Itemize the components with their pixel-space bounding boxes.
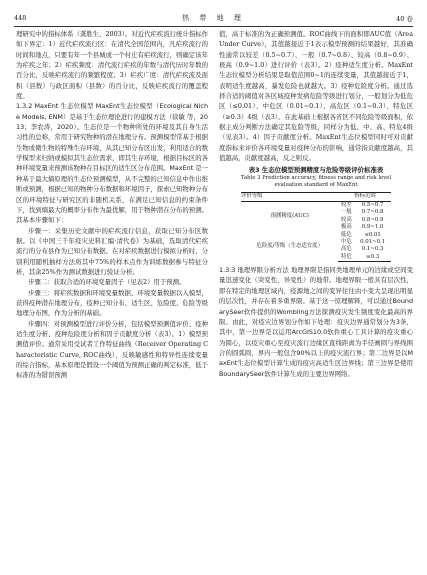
paragraph: 值，高于标准的为正确预测值。ROC曲线下的面积即AUC值（Area Under Curve），其值越接近于1表示模型预测的结果越好，其准确性通常以较差（0.5~0.7）、一般（0.7~0.8）、较高（0.8~0.9）、极高（0.9~1.0）进行评价（表3）。2）疫种适生度分析。MaxEnt生态位模型分析结果是取值范围0~1的连续变量，其值越接近于1，表明适生度越高，暴发危险也就越大。3）疫种危险度分析。通过选择合适的阈值对各区域疫种发病危险等级进行划分，一般划分为低危区（≤0.01）、中危区（0.01~0.1）、高危区（0.1~0.3）、特危区（≥0.3）4级（表3）。在此基础上根据各省区不同危险等级面积，依据主成分判断方法确定其危险等级，同样分为低、中、高、特危4级（见表3）。4）因子贡献度分析。MaxEnt生态位模型同时可对贡献度指标来评价各环境变量对疫种分布的影响，通常指贡献度越高，其值越高，贡献度越高，反之则反。 bbox=[219, 30, 413, 163]
table-header-level: 评价等级 bbox=[241, 193, 354, 201]
table-cell-level: 较高 bbox=[340, 216, 352, 223]
table-cell-level: 较差 bbox=[340, 201, 352, 208]
table-title: 表3 生态位模型预测精度与危险等级评价标准表 bbox=[248, 166, 384, 175]
paragraph: 理研究中的指标体系（龚胜生，2003）。对近代疟疾流行统计指标作如下界定：1）近代疟疾流行区：在清代全国范围内，凡疟疾流行的时间和地点，只要有年一个县城或一个村庄有疟疾流行，则确定该年为疟疾之年；2）疟疾频度：清代流行疟疾的年数与清代历时年数的百分比，反映疟疾流行的频繁程度；3）疟疾广度：清代疟疾流及面积（县数）与政区面积（县数）的百分比，反映疟疾流行的覆盖程度。 bbox=[16, 30, 208, 101]
table-cell-range: 0.1~0.3 bbox=[361, 246, 384, 253]
paragraph-step-1: 步骤一：采集历史文献中的疟疾流行信息，获取已知分布区数据。以《中国三千年疫灾史料汇编·清代卷》为基础，选取清代疟疾流行的分布县作为已知分布数据。在对疟疾数据进行模拟分析时，分别利用随机抽样方法将其中75%的样本点作为训练数据参与特征分析，其余25%作为测试数据进行验证分析。 bbox=[16, 226, 208, 276]
table-cell-range: 0.5~0.7 bbox=[361, 201, 384, 208]
table-category-risk: 危险度/等级（生态适宜度） bbox=[256, 242, 323, 249]
table-row bbox=[241, 201, 391, 209]
paragraph-step-3: 步骤三：将疟疾数据和环境变量数据、环境变量数据以入模型，获得疫种潜在地理分布，疫种已知分布、适生区、危险度、危险等级地理分布图，作为分析的基础。 bbox=[16, 288, 208, 318]
table-cell-level: 一般 bbox=[340, 209, 352, 216]
left-column bbox=[16, 29, 208, 381]
table-cell-range: 0.01~0.1 bbox=[360, 238, 386, 245]
table-cell-range: 0.9~1.0 bbox=[361, 224, 384, 231]
table-header-range: 指标范围 bbox=[354, 193, 391, 201]
table-3 bbox=[219, 166, 413, 262]
table-cell-level: 特危 bbox=[338, 254, 354, 262]
table-subtitle-line-2: evaluation standard of MaxEnt bbox=[274, 182, 358, 189]
criteria-table bbox=[241, 192, 391, 262]
table-cell-level: 低危 bbox=[340, 231, 352, 238]
table-cell-range: ≥0.3 bbox=[354, 254, 391, 262]
paragraph-step-4: 步骤四：对预测模型进行评价分析，包括模型预测值评价、疫种适生度分析、疫种危险度分析和因子贡献度分析（表3）。1）模型预测值评价。通常采用受试者工作特征曲线（Receiver Operating Characteristic Curve, ROC曲线），反映敏感性和特异性连续变量的综合指标，基本原理是假设一个阈值为预测正确的判定标准，低于标准的为错误预测 bbox=[16, 319, 208, 380]
page-header bbox=[14, 12, 413, 27]
page-number: 448 bbox=[14, 14, 27, 22]
table-category-accuracy: 预测精度(AUC) bbox=[270, 212, 309, 219]
journal-title: 热 带 地 理 bbox=[182, 14, 245, 22]
section-paragraph-maxent: 1.3.2 MaxEnt 生态位模型 MaxEnt生态位模型（Ecological Niche Models, ENM）是基于生态位理论进行的建模方法（徐敏 等，2013；李农涛，2020）。生态位是一个物种所处的环境及其自身生活习性的总称，常用于研究物种的潜在地理分布。预测模型常基于根据生物或微生物的特殊生存环境，从其已知分布区出发，利用适合的数学模型来归纳或模拟其生态位需求，即其生存环境，根据目标区的各种环境变量来预测该物种在目标区的适生区分布范围。MaxEnt 是一种基于最大熵原理的生态位预测模型，从不完整的已知信息中作出推断或预测，根据已知的物种分布数据和环境因子，探索已知物种分布区的环境特征与研究区的非随机关系，在满足已知信息的约束条件下，找到熵最大的概率分布作为最优解，用于物种潜在分布的预测。其基本步骤如下： bbox=[16, 102, 208, 225]
section-paragraph-boundary: 1.3.3 地理界限分析方法 地理界限是指同类地理单元的边缘或空间变量迅速变化（突变性、异变性）的地带。地理界限一般具有层次性，即在特定的地理区域内，疫源地之间的变异往往由小变大呈现出明显的层次性，并存在着多重界限。基于这一原理解释，可以通过BoundarySeer软件提供的Wombling方法探测疫灾发生频度变化最高的界限。由此，对疫灾边界划分作如下处理：疫灾边界通常划分为3条，其中，第一边界是以运用ArcGIS10.0软件重心工具计算的疫灾重心为圆心，以疫灾重心至疫灾流行边缘区直线距离为半径画圆与界线围合的圆弧圆，界内一般包含90%以上的疫灾流行界；第二边界是以MaxEnt生态位模型计算生成的疫灾高适生区边界线；第三边界是使用BoundarySeer软件计算生成的主要边界网络。 bbox=[219, 266, 413, 378]
table-cell-range: ≤0.01 bbox=[364, 231, 381, 238]
volume-label: 40 卷 bbox=[396, 15, 413, 23]
table-subtitle-line-1: Table 3 Prediction accuracy, fitness range and risk level bbox=[240, 175, 392, 182]
table-header-row bbox=[241, 193, 391, 201]
table-cell-range: 0.8~0.9 bbox=[361, 216, 384, 223]
paragraph-step-2: 步骤二：获取合适的环境变量因子（见表2）用于预测。 bbox=[28, 278, 186, 287]
right-column bbox=[219, 29, 413, 379]
table-row bbox=[241, 232, 391, 239]
table-cell-level: 高危 bbox=[340, 246, 352, 253]
table-cell-level: 中危 bbox=[340, 238, 352, 245]
table-cell-range: 0.7~0.8 bbox=[361, 209, 384, 216]
table-cell-level: 极高 bbox=[340, 224, 352, 231]
